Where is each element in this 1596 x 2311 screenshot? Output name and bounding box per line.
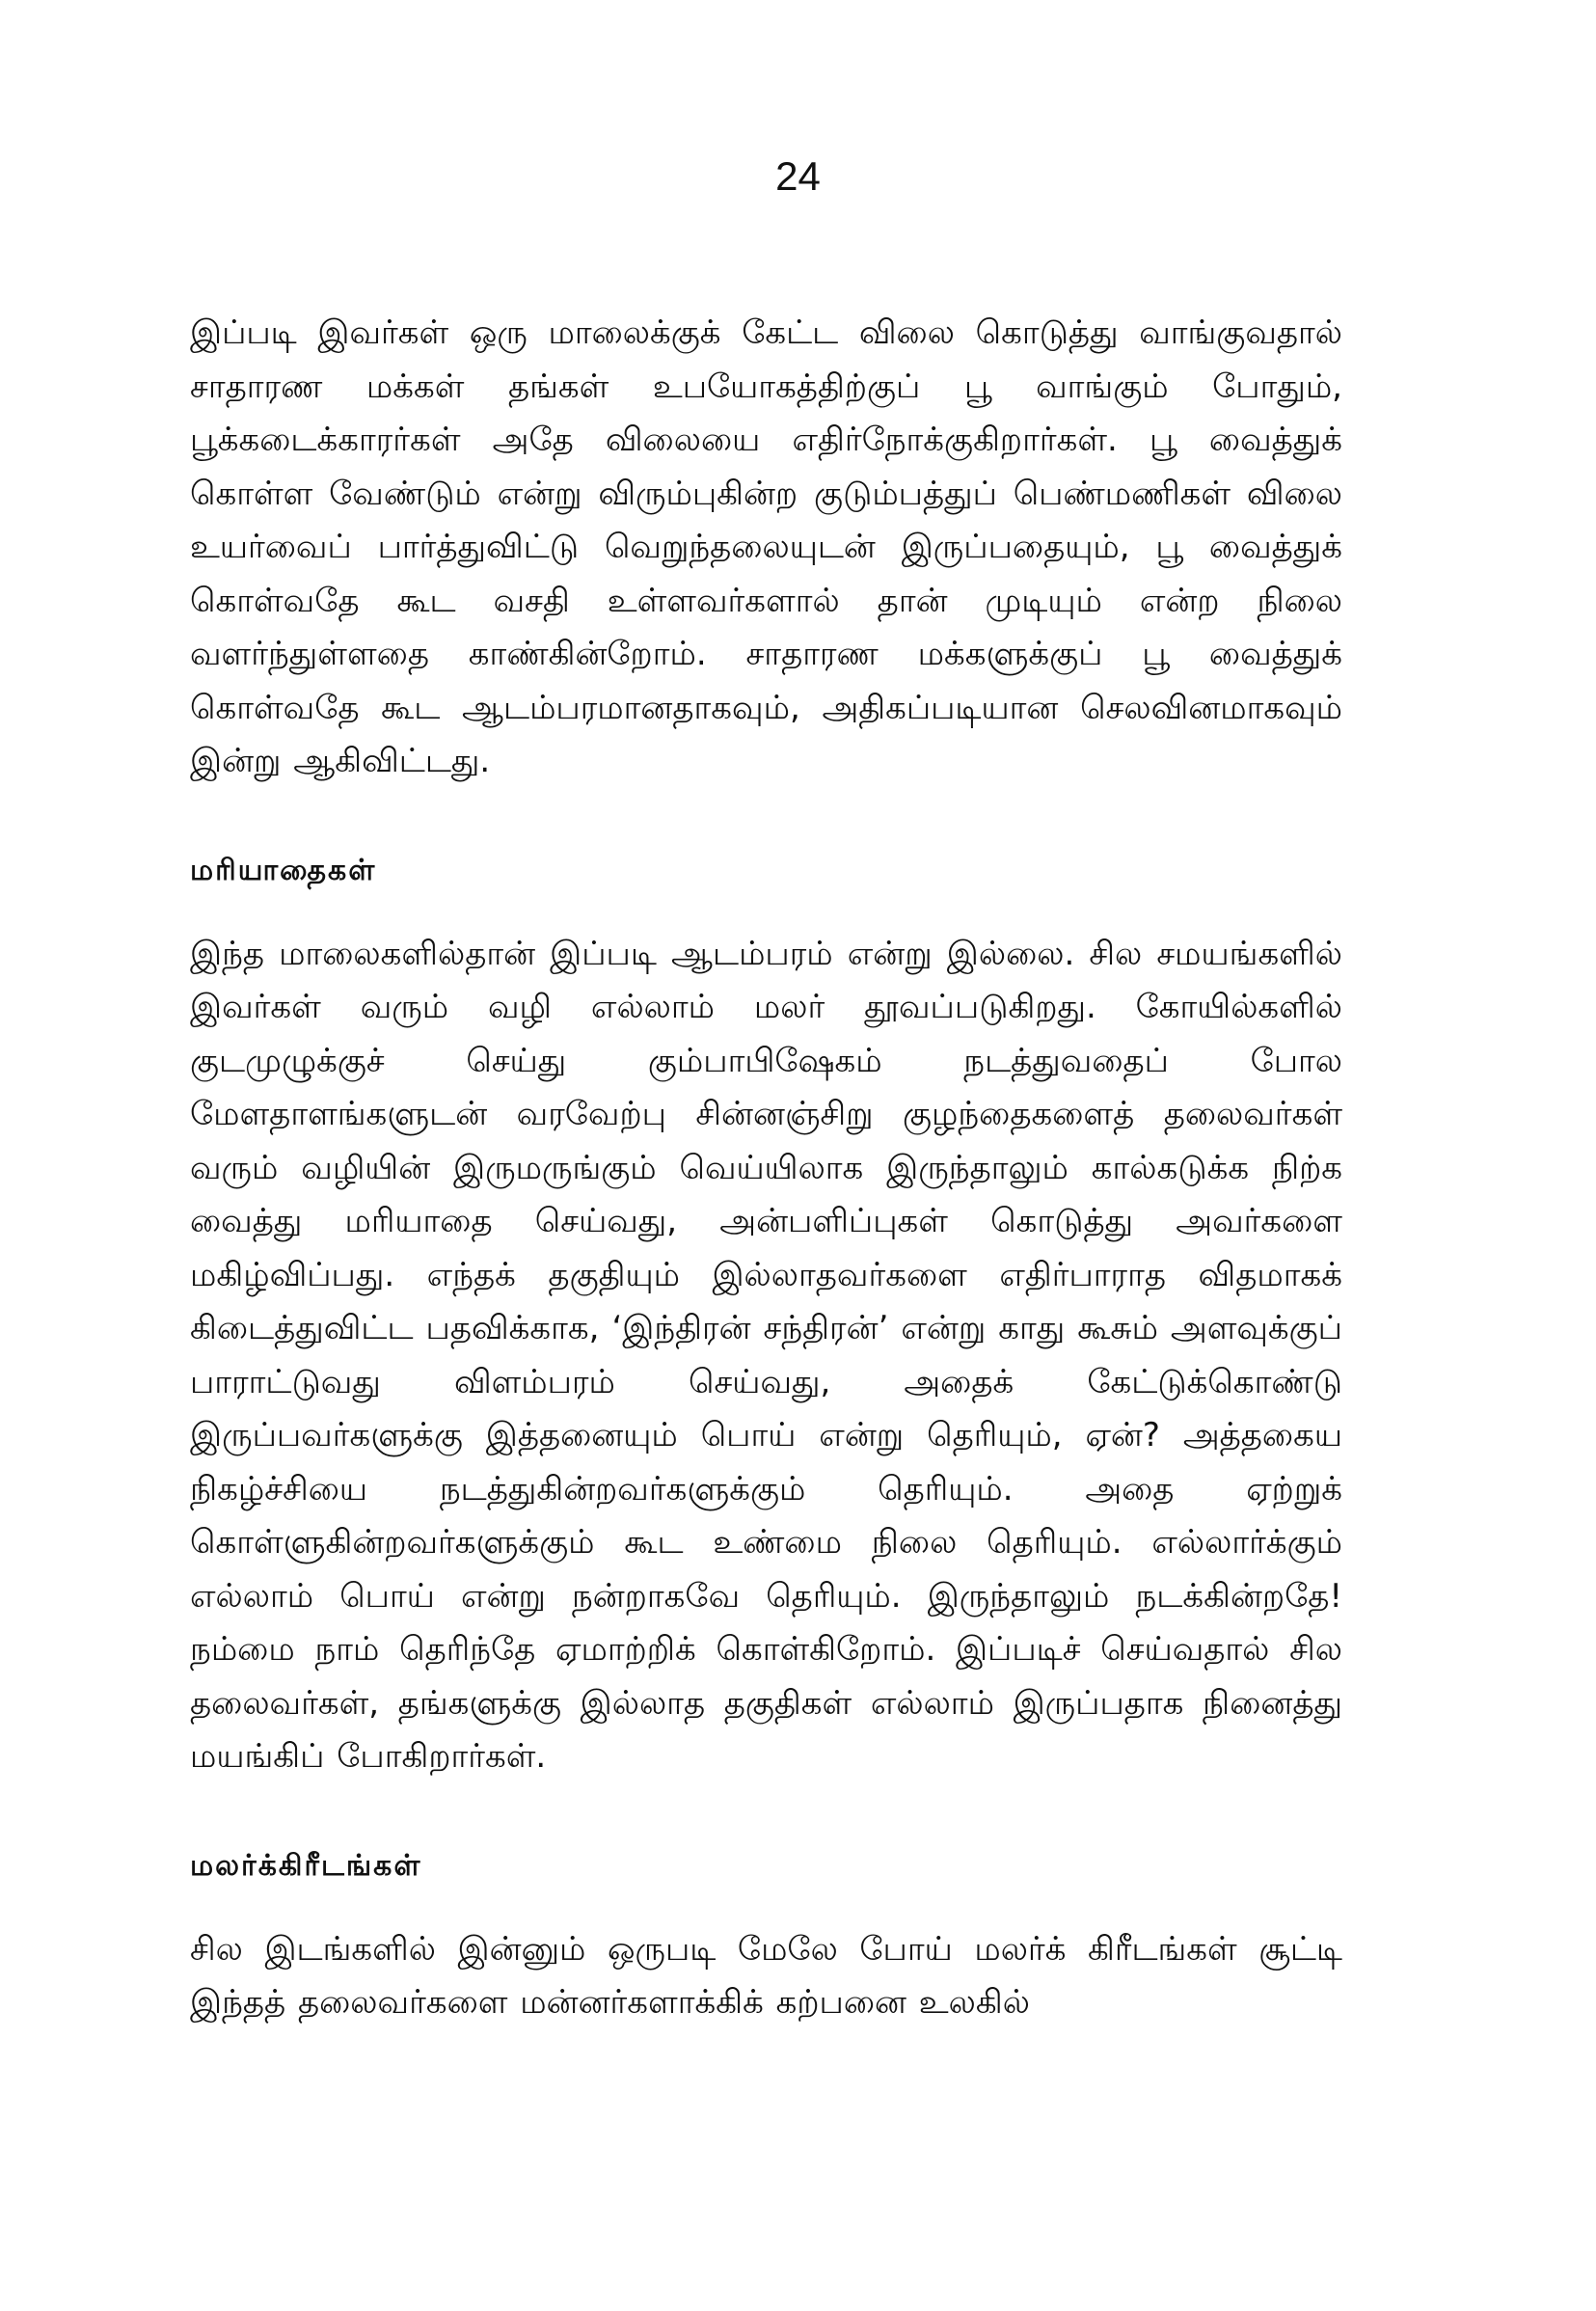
- paragraph-honours: இந்த மாலைகளில்தான் இப்படி ஆடம்பரம் என்று இல்லை. சில சமயங்களில் இவர்கள் வரும் வழி எல்லாம் மலர் தூவப்படுகிறது. கோயில்களில் குடமுழுக்குச் செய்து கும்பாபிஷேகம் நடத்துவதைப் போல மேளதாளங்களுடன் வரவேற்பு சின்னஞ்சிறு குழந்தைகளைத் தலைவர்கள் வரும் வழியின் இருமருங்கும் வெய்யிலாக இருந்தாலும் கால்கடுக்க நிற்க வைத்து மரியாதை செய்வது, அன்பளிப்புகள் கொடுத்து அவர்களை மகிழ்விப்பது. எந்தக் தகுதியும் இல்லாதவர்களை எதிர்பாராத விதமாகக் கிடைத்துவிட்ட பதவிக்காக, ‘இந்திரன் சந்திரன்’ என்று காது கூசும் அளவுக்குப் பாராட்டுவது விளம்பரம் செய்வது, அதைக் கேட்டுக்கொண்டு இருப்பவர்களுக்கு இத்தனையும் பொய் என்று தெரியும், ஏன்? அத்தகைய நிகழ்ச்சியை நடத்துகின்றவர்களுக்கும் தெரியும். அதை ஏற்றுக் கொள்ளுகின்றவர்களுக்கும் கூட உண்மை நிலை தெரியும். எல்லார்க்கும் எல்லாம் பொய் என்று நன்றாகவே தெரியும். இருந்தாலும் நடக்கின்றதே! நம்மை நாம் தெரிந்தே ஏமாற்றிக் கொள்கிறோம். இப்படிச் செய்வதால் சில தலைவர்கள், தங்களுக்கு இல்லாத தகுதிகள் எல்லாம் இருப்பதாக நினைத்து மயங்கிப் போகிறார்கள்.: [190, 934, 1342, 1776]
- page-body: [190, 307, 1342, 2030]
- paragraph-flower-crowns: சில இடங்களில் இன்னும் ஒருபடி மேலே போய் மலர்க் கிரீடங்கள் சூட்டி இந்தத் தலைவர்களை மன்னர்களாக்கிக் கற்பனை உலகில்: [190, 1929, 1342, 2022]
- section-heading-flower-crowns: மலர்க்கிரீடங்கள்: [190, 1848, 422, 1883]
- page-number: 24: [775, 153, 821, 199]
- section-heading-honours: மரியாதைகள்: [190, 853, 377, 887]
- paragraph-flowers-cost: இப்படி இவர்கள் ஒரு மாலைக்குக் கேட்ட விலை கொடுத்து வாங்குவதால் சாதாரண மக்கள் தங்கள் உபயோகத்திற்குப் பூ வாங்கும் போதும், பூக்கடைக்காரர்கள் அதே விலையை எதிர்நோக்குகிறார்கள். பூ வைத்துக் கொள்ள வேண்டும் என்று விரும்புகின்ற குடும்பத்துப் பெண்மணிகள் விலை உயர்வைப் பார்த்துவிட்டு வெறுந்தலையுடன் இருப்பதையும், பூ வைத்துக் கொள்வதே கூட வசதி உள்ளவர்களால் தான் முடியும் என்ற நிலை வளர்ந்துள்ளதை காண்கின்றோம். சாதாரண மக்களுக்குப் பூ வைத்துக் கொள்வதே கூட ஆடம்பரமானதாகவும், அதிகப்படியான செலவினமாகவும் இன்று ஆகிவிட்டது.: [190, 313, 1342, 780]
